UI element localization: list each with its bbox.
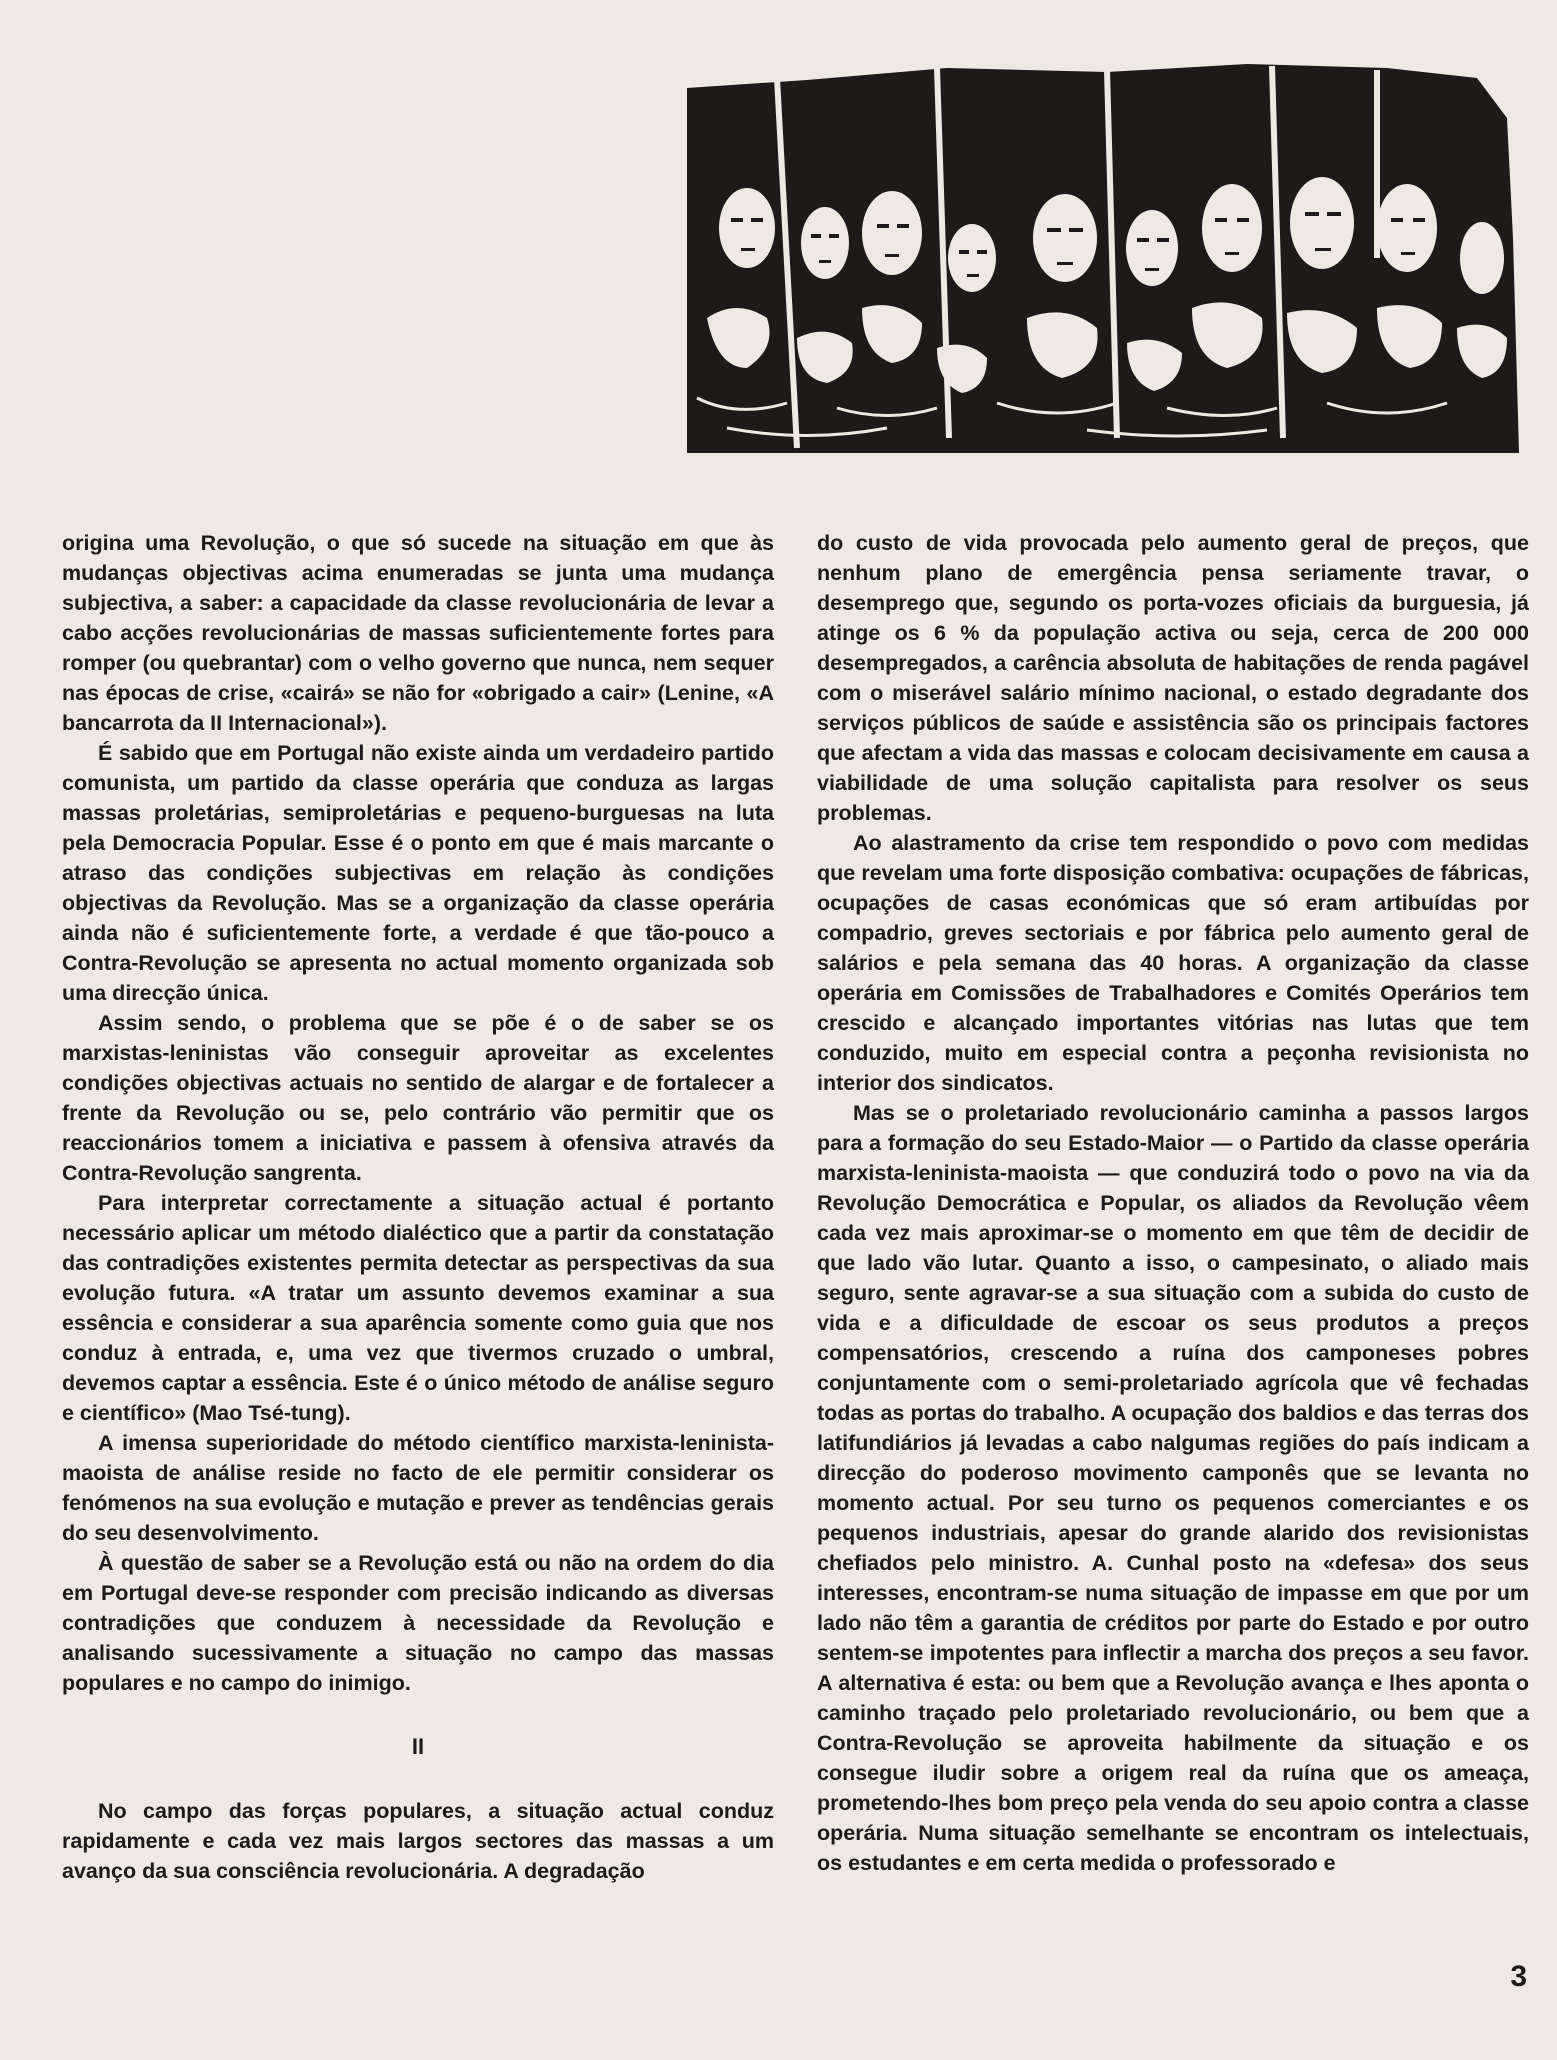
left-column [62, 528, 774, 1886]
paragraph: É sabido que em Portugal não existe ainda um verdadeiro partido comunista, um partido da classe operária que conduza as largas massas proletárias, semiproletárias e pequeno-burguesas na luta pela Democracia Popular. Esse é o ponto em que é mais marcante o atraso das condições subjectivas em relação às condições objectivas da Revolução. Mas se a organização da classe operária ainda não é suficientemente forte, a verdade é que tão-pouco a Contra-Revolução se apresenta no actual momento organizada sob uma direcção única. [62, 741, 774, 1005]
section-heading: II [411, 1734, 425, 1759]
paragraph: origina uma Revolução, o que só sucede na situação em que às mudanças objectivas acima enumeradas se junta uma mudança subjectiva, a saber: a capacidade da classe revolucionária de levar a cabo acções revolucionárias de massas suficientemente fortes para romper (ou quebrantar) com o velho governo que nunca, nem sequer nas épocas de crise, «cairá» se não for «obrigado a cair» (Lenine, «A bancarrota da II Internacional»). [62, 531, 774, 735]
paragraph: A imensa superioridade do método científico marxista-leninista-maoista de análise reside no facto de ele permitir considerar os fenómenos na sua evolução e mutação e prever as tendências gerais do seu desenvolvimento. [62, 1431, 774, 1545]
paragraph: Mas se o proletariado revolucionário caminha a passos largos para a formação do seu Estado-Maior — o Partido da classe operária marxista-leninista-maoista — que conduzirá todo o povo na via da Revolução Democrática e Popular, os aliados da Revolução vêem cada vez mais aproximar-se o momento em que têm de decidir de que lado vão lutar. Quanto a isso, o campesinato, o aliado mais seguro, sente agravar-se a sua situação com a subida do custo de vida e a dificuldade de escoar os seus produtos a preços compensatórios, crescendo a ruína dos camponeses pobres conjuntamente com o semi-proletariado agrícola que vê fechadas todas as portas do trabalho. A ocupação dos baldios e das terras dos latifundiários já levadas a cabo nalgumas regiões do país indicam a direcção do poderoso movimento camponês que se levanta no momento actual. Por seu turno os pequenos comerciantes e os pequenos industriais, apesar do grande alarido dos revisionistas chefiados pelo ministro. A. Cunhal posto na «defesa» dos seus interesses, encontram-se numa situação de impasse em que por um lado não têm a garantia de créditos por parte do Estado e por outro sentem-se impotentes para inflectir a marcha dos preços a seu favor. A alternativa é esta: ou bem que a Revolução avança e lhes aponta o caminho traçado pelo proletariado revolucionário, ou bem que a Contra-Revolução se aproveita habilmente da situação e os consegue iludir sobre a origem real da ruína que os ameaça, prometendo-lhes bom preço pela venda do seu apoio contra a classe operária. Numa situação semelhante se encontram os intelectuais, os estudantes e em certa medida o professorado e [817, 1101, 1529, 1875]
right-column [817, 528, 1529, 1878]
paragraph: No campo das forças populares, a situação actual conduz rapidamente e cada vez mais largos sectores das massas a um avanço da sua consciência revolucionária. A degradação [62, 1799, 774, 1883]
page-number: 3 [1510, 1960, 1527, 1993]
paragraph: À questão de saber se a Revolução está ou não na ordem do dia em Portugal deve-se responder com precisão indicando as diversas contradições que conduzem à necessidade da Revolução e analisando sucessivamente a situação no campo das massas populares e no campo do inimigo. [62, 1551, 774, 1695]
woodcut-illustration [687, 58, 1519, 453]
paragraph: Para interpretar correctamente a situação actual é portanto necessário aplicar um método dialéctico que a partir da constatação das contradições existentes permita detectar as perspectivas da sua evolução futura. «A tratar um assunto devemos examinar a sua essência e considerar a sua aparência somente como guia que nos conduz à entrada, e, uma vez que tivermos cruzado o umbral, devemos captar a essência. Este é o único método de análise seguro e científico» (Mao Tsé-tung). [62, 1191, 774, 1425]
paragraph: do custo de vida provocada pelo aumento geral de preços, que nenhum plano de emergência pensa seriamente travar, o desemprego que, segundo os porta-vozes oficiais da burguesia, já atinge os 6 % da população activa ou seja, cerca de 200 000 desempregados, a carência absoluta de habitações de renda pagável com o miserável salário mínimo nacional, o estado degradante dos serviços públicos de saúde e assistência são os principais factores que afectam a vida das massas e colocam decisivamente em causa a viabilidade de uma solução capitalista para resolver os seus problemas. [817, 531, 1529, 825]
paragraph: Ao alastramento da crise tem respondido o povo com medidas que revelam uma forte disposição combativa: ocupações de fábricas, ocupações de casas económicas que só eram artibuídas por compadrio, greves sectoriais e por fábrica pelo aumento geral de salários e pela semana das 40 horas. A organização da classe operária em Comissões de Trabalhadores e Comités Operários tem crescido e alcançado importantes vitórias nas lutas que tem conduzido, muito em especial contra a peçonha revisionista no interior dos sindicatos. [817, 831, 1529, 1095]
woodcut-workers-with-flags [687, 58, 1519, 453]
paragraph: Assim sendo, o problema que se põe é o de saber se os marxistas-leninistas vão conseguir aproveitar as excelentes condições objectivas actuais no sentido de alargar e de fortalecer a frente da Revolução ou se, pelo contrário vão permitir que os reaccionários tomem a iniciativa e passem à ofensiva através da Contra-Revolução sangrenta. [62, 1011, 774, 1185]
